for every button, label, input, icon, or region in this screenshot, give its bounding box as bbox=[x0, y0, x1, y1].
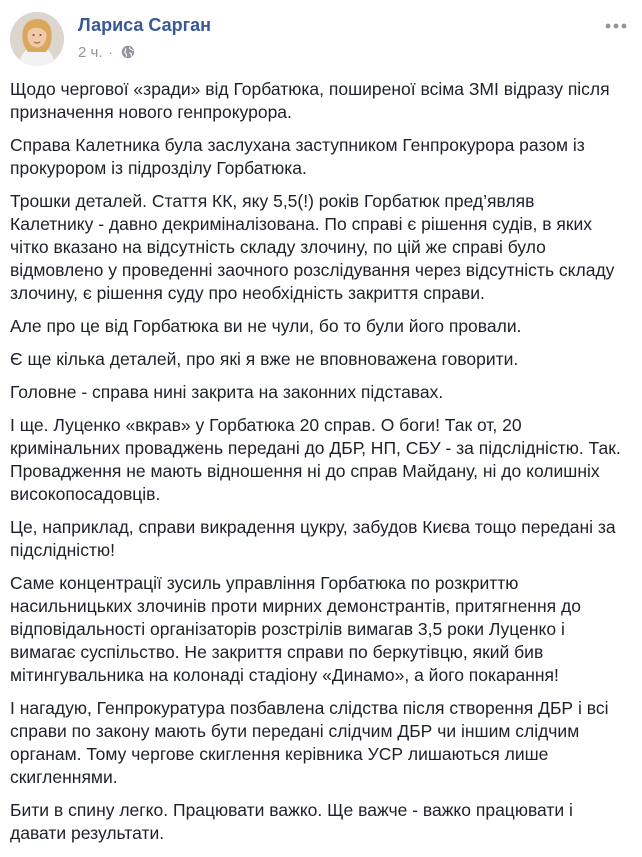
post-header bbox=[10, 12, 630, 68]
post-paragraph: Справа Калетника була заслухана заступником Генпрокурора разом із прокурором із підрозділу Горбатюка. bbox=[10, 135, 585, 178]
post-paragraph: Але про це від Горбатюка ви не чули, бо то були його провали. bbox=[10, 316, 522, 336]
post-paragraph: Саме концентрації зусиль управління Горбатюка по розкриттю насильницьких злочинів проти мирних демонстрантів, притягнення до відповідальності організаторів розстрілів вимагав 3,5 роки Луценко і вимагає суспільство. Не закриття справи по беркутівцю, який бив мітингувальника на колонаді стадіону «Динамо», а його покарання! bbox=[10, 573, 581, 685]
avatar[interactable] bbox=[10, 12, 64, 66]
globe-icon[interactable] bbox=[121, 45, 135, 59]
post-paragraph: І нагадую, Генпрокуратура позбавлена слідства після створення ДБР і всі справи по закону мають бути передані слідчим ДБР чи іншим слідчим органам. Тому чергове скиглення керівника УСР лишаються лише скигленнями. bbox=[10, 698, 609, 787]
post-paragraph: Це, наприклад, справи викрадення цукру, забудов Києва тощо передані за підслідністю! bbox=[10, 517, 616, 560]
post-paragraph: Є ще кілька деталей, про які я вже не вповноважена говорити. bbox=[10, 349, 519, 369]
post-paragraph: І ще. Луценко «вкрав» у Горбатюка 20 справ. О боги! Так от, 20 кримінальних проваджень передані до ДБР, НП, СБУ - за підслідністю. Так. Провадження не мають відношення ні до справ Майдану, ні до колишніх високопосадовців. bbox=[10, 415, 621, 504]
post-paragraph: Трошки деталей. Стаття КК, яку 5,5(!) років Горбатюк пред’являв Калетнику - давно декриміналізована. По справі є рішення судів, в яких чітко вказано на відсутність складу злочину, по цій же справі було відмовлено у проведенні заочного розслідування через відсутність складу злочину, є рішення суду про необхідність закриття справи. bbox=[10, 191, 615, 303]
post-paragraph: Бити в спину легко. Працювати важко. Ще важче - важко працювати і давати результати. bbox=[10, 800, 573, 843]
post-body bbox=[10, 78, 622, 855]
post-paragraph: Головне - справа нині закрита на законних підставах. bbox=[10, 382, 444, 402]
more-options-icon[interactable] bbox=[604, 18, 628, 34]
meta-separator: · bbox=[108, 44, 113, 60]
post-paragraph: Щодо чергової «зради» від Горбатюка, поширеної всіма ЗМІ відразу після призначення нового генпрокурора. bbox=[10, 79, 610, 122]
post-meta bbox=[78, 42, 135, 62]
post-timestamp[interactable]: 2 ч. bbox=[78, 43, 103, 61]
author-name[interactable]: Лариса Сарган bbox=[78, 15, 211, 35]
avatar-photo bbox=[10, 12, 64, 66]
